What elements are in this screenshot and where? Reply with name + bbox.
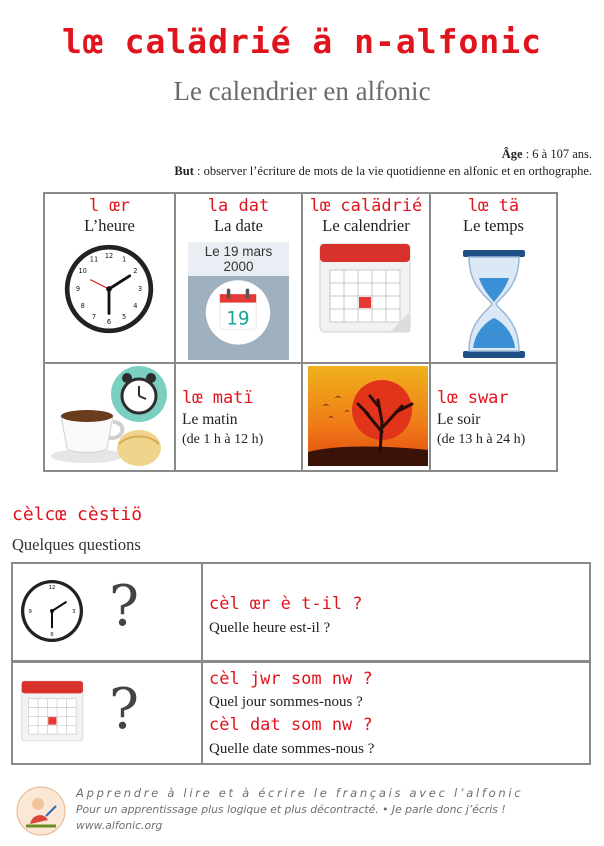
cell-hour-french: L’heure xyxy=(84,216,135,235)
footer-website-link[interactable]: www.alfonic.org xyxy=(76,819,163,832)
svg-text:8: 8 xyxy=(80,301,85,310)
svg-text:3: 3 xyxy=(137,284,143,293)
footer-subtitle: Pour un apprentissage plus logique et plus décontracté. • Je parle donc j’écris ! xyxy=(76,803,506,816)
svg-text:5: 5 xyxy=(121,313,127,322)
question-row-hour xyxy=(11,562,591,662)
meta-info xyxy=(174,146,592,180)
svg-text:3: 3 xyxy=(72,608,76,615)
question-mark: ? xyxy=(109,677,140,742)
svg-text:6: 6 xyxy=(50,632,54,639)
goal-line xyxy=(174,163,592,180)
question-date-alfonic: cèl dat som nw ? xyxy=(209,715,373,735)
svg-text:9: 9 xyxy=(28,608,32,615)
questions-heading-alfonic: cèlcœ cèstiö xyxy=(12,504,143,525)
question-mark: ? xyxy=(109,574,140,639)
cell-calendar xyxy=(303,194,429,362)
svg-text:11: 11 xyxy=(89,255,99,264)
clock-icon xyxy=(19,578,85,644)
writing-child-logo xyxy=(16,786,66,836)
questions-heading-french: Quelques questions xyxy=(12,535,141,554)
age-value: : 6 à 107 ans. xyxy=(522,147,592,161)
cell-date-french: La date xyxy=(213,216,263,235)
page-title-alfonic: lœ calädrié ä n-alfonic xyxy=(62,22,542,61)
cell-date-alfonic: la dat xyxy=(207,196,270,216)
cell-calendar-alfonic: lœ calädrié xyxy=(309,196,423,216)
cell-evening-image xyxy=(303,364,429,470)
vocabulary-grid xyxy=(43,192,558,472)
age-line xyxy=(174,146,592,163)
cell-morning-text xyxy=(176,364,301,470)
hourglass-icon xyxy=(459,248,529,360)
date-banner: Le 19 mars 2000 xyxy=(188,242,289,276)
question-day-french: Quel jour sommes-nous ? xyxy=(209,694,363,710)
svg-text:12: 12 xyxy=(104,251,114,260)
svg-text:7: 7 xyxy=(91,313,97,322)
goal-value: : observer l’écriture de mots de la vie quotidienne en alfonic et en orthographe. xyxy=(193,164,592,178)
age-label: Âge xyxy=(501,147,523,161)
cell-evening-text xyxy=(431,364,556,470)
goal-label: But xyxy=(174,164,194,178)
cell-morning-image xyxy=(45,364,174,470)
morning-alfonic: lœ matï xyxy=(182,388,254,408)
date-card xyxy=(188,242,289,360)
svg-text:1: 1 xyxy=(121,255,127,264)
svg-text:12: 12 xyxy=(48,585,56,592)
footer-tagline: Apprendre à lire et à écrire le français avec l’alfonic xyxy=(76,786,524,800)
date-day-number: 19 xyxy=(226,308,250,330)
svg-text:2: 2 xyxy=(133,267,138,276)
evening-alfonic: lœ swar xyxy=(437,388,509,408)
svg-text:6: 6 xyxy=(106,317,112,326)
sunset-tree-icon xyxy=(308,366,428,466)
cell-time xyxy=(431,194,556,362)
svg-text:4: 4 xyxy=(133,301,138,310)
morning-range: (de 1 h à 12 h) xyxy=(182,432,264,447)
coffee-alarm-icon xyxy=(47,364,172,468)
question-row-date xyxy=(11,661,591,765)
cell-calendar-french: Le calendrier xyxy=(322,216,410,235)
footer xyxy=(76,786,523,832)
evening-range: (de 13 h à 24 h) xyxy=(437,432,526,447)
cell-time-french: Le temps xyxy=(463,216,524,235)
clock-icon xyxy=(62,242,156,336)
page-subtitle: Le calendrier en alfonic xyxy=(173,76,431,106)
calendar-page-icon xyxy=(19,677,87,745)
calendar-day-icon xyxy=(203,276,273,346)
question-date-french: Quelle date sommes-nous ? xyxy=(209,741,375,757)
svg-text:10: 10 xyxy=(78,267,87,276)
svg-text:9: 9 xyxy=(75,284,81,293)
cell-hour xyxy=(45,194,174,362)
evening-french: Le soir xyxy=(437,411,481,428)
calendar-page-icon xyxy=(316,238,416,338)
question-day-alfonic: cèl jwr som nw ? xyxy=(209,669,373,689)
morning-french: Le matin xyxy=(182,411,238,428)
question-hour-alfonic: cèl œr è t-il ? xyxy=(209,594,363,614)
cell-date xyxy=(176,194,301,362)
cell-hour-alfonic: l œr xyxy=(89,196,130,216)
cell-time-alfonic: lœ tä xyxy=(467,196,520,216)
question-hour-french: Quelle heure est-il ? xyxy=(209,620,331,636)
